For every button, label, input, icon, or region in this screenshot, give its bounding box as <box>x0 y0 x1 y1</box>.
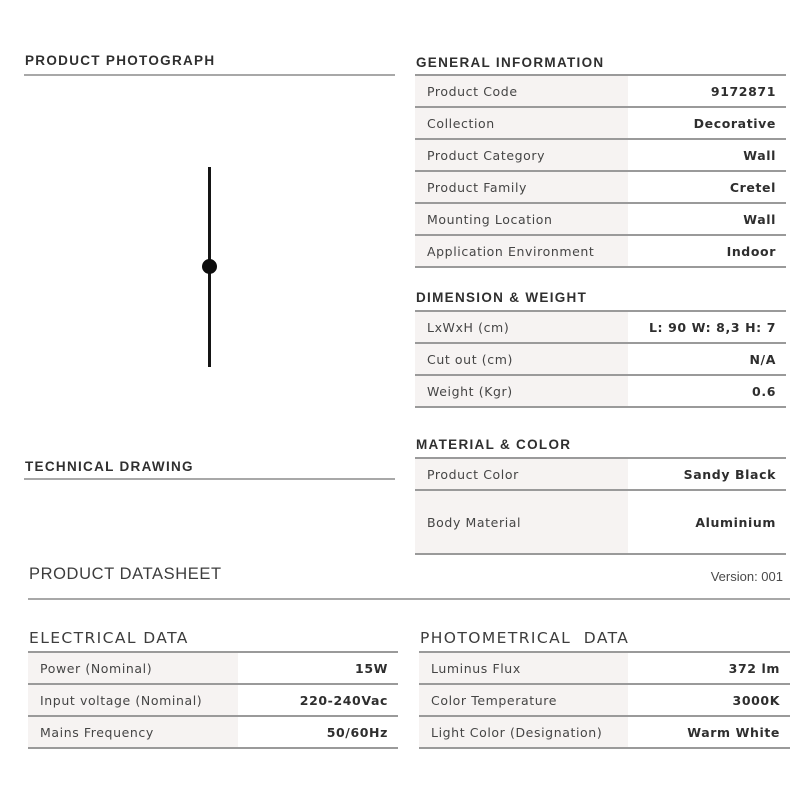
row-value: Cretel <box>729 179 776 195</box>
table-row <box>415 310 786 342</box>
row-label: Light Color (Designation) <box>419 717 628 747</box>
row-value: Aluminium <box>695 514 776 530</box>
row-value: Indoor <box>726 243 776 259</box>
row-label: Mounting Location <box>415 204 628 234</box>
table-row <box>415 74 786 106</box>
row-value: Wall <box>743 147 776 163</box>
row-value: 50/60Hz <box>326 724 388 740</box>
table-row <box>419 683 790 715</box>
row-value: N/A <box>749 351 776 367</box>
table-row <box>28 683 398 715</box>
row-label: Mains Frequency <box>28 717 238 747</box>
general-information-title: GENERAL INFORMATION <box>416 55 605 70</box>
row-value: Warm White <box>687 724 780 740</box>
row-label: Input voltage (Nominal) <box>28 685 238 715</box>
row-label: Product Family <box>415 172 628 202</box>
table-row <box>415 457 786 489</box>
datasheet-rule <box>28 598 790 600</box>
product-photograph-rule <box>24 74 395 76</box>
table-row <box>28 715 398 749</box>
table-row <box>415 138 786 170</box>
row-label: Color Temperature <box>419 685 628 715</box>
row-value: Decorative <box>693 115 776 131</box>
table-row <box>419 715 790 749</box>
row-value: 9172871 <box>710 83 776 99</box>
row-value: 372 lm <box>728 660 780 676</box>
table-row <box>415 202 786 234</box>
row-label: Product Code <box>415 76 628 106</box>
product-photograph-title: PRODUCT PHOTOGRAPH <box>25 53 216 68</box>
photometrical-data-table <box>419 651 790 749</box>
table-row <box>415 374 786 408</box>
technical-drawing-rule <box>24 478 395 480</box>
row-label: Product Color <box>415 459 628 489</box>
material-color-title: MATERIAL & COLOR <box>416 437 572 452</box>
electrical-data-title: ELECTRICAL DATA <box>29 629 189 647</box>
row-value: Sandy Black <box>683 466 776 482</box>
row-value: 15W <box>355 660 388 676</box>
table-row <box>415 489 786 555</box>
row-label: Cut out (cm) <box>415 344 628 374</box>
row-label: Weight (Kgr) <box>415 376 628 406</box>
table-row <box>419 651 790 683</box>
photometrical-data-title: PHOTOMETRICAL DATA <box>420 629 630 647</box>
electrical-data-table <box>28 651 398 749</box>
row-label: Luminus Flux <box>419 653 628 683</box>
dimension-weight-title: DIMENSION & WEIGHT <box>416 290 588 305</box>
technical-drawing-title: TECHNICAL DRAWING <box>25 459 194 474</box>
row-label: Power (Nominal) <box>28 653 238 683</box>
table-row <box>415 342 786 374</box>
row-label: Application Environment <box>415 236 628 266</box>
lamp-knob-icon <box>202 259 217 274</box>
row-label: Body Material <box>415 491 628 553</box>
row-value: 3000K <box>732 692 780 708</box>
row-label: Product Category <box>415 140 628 170</box>
row-value: L: 90 W: 8,3 H: 7 <box>648 319 776 335</box>
table-row <box>28 651 398 683</box>
datasheet-title: PRODUCT DATASHEET <box>29 565 222 583</box>
material-color-table <box>415 457 786 555</box>
table-row <box>415 170 786 202</box>
row-value: 220-240Vac <box>299 692 388 708</box>
dimension-weight-table <box>415 310 786 408</box>
version-label: Version: 001 <box>710 569 783 584</box>
table-row <box>415 234 786 268</box>
table-row <box>415 106 786 138</box>
row-label: Collection <box>415 108 628 138</box>
row-value: Wall <box>743 211 776 227</box>
row-label: LxWxH (cm) <box>415 312 628 342</box>
general-information-table <box>415 74 786 268</box>
row-value: 0.6 <box>752 383 776 399</box>
